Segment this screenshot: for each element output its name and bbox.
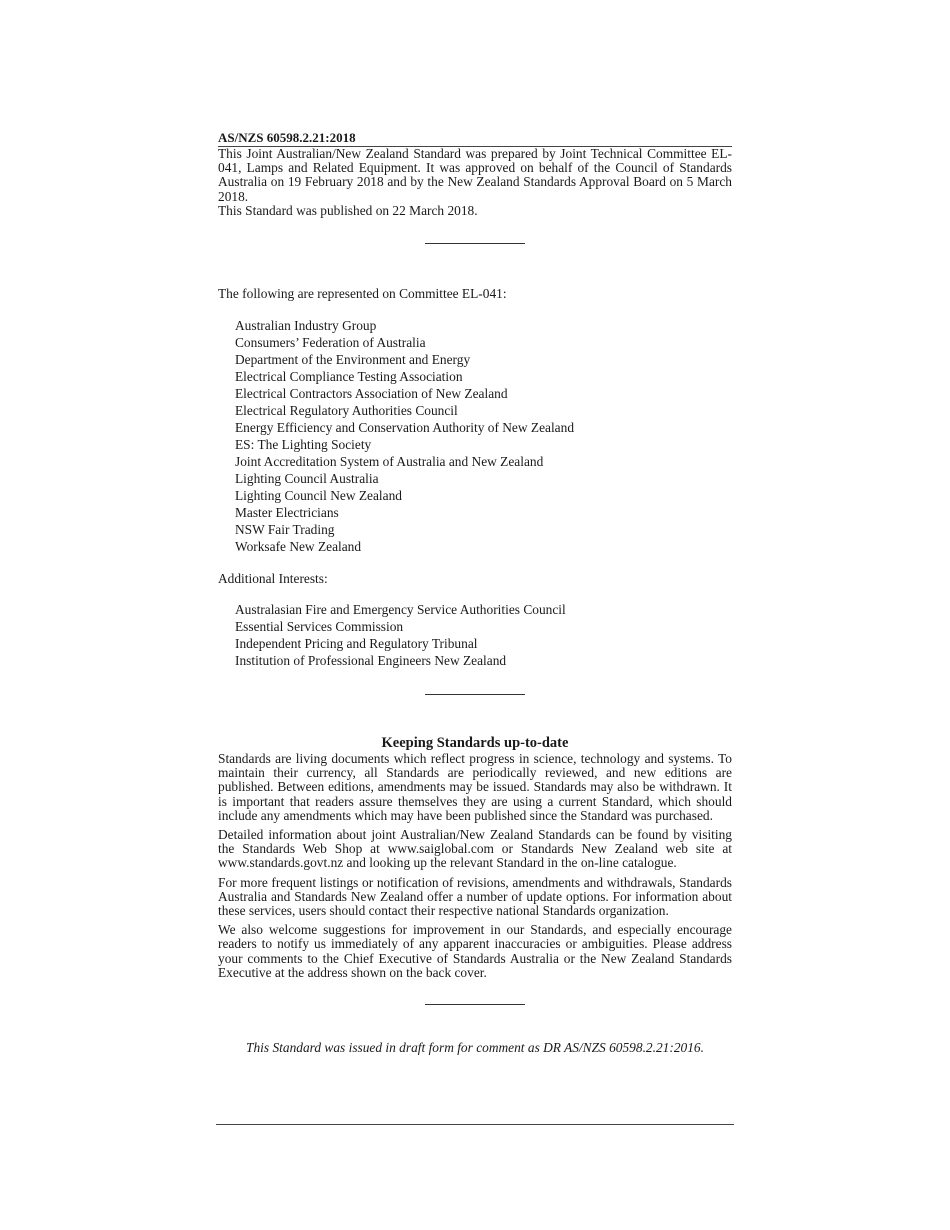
committee-member: Electrical Regulatory Authorities Council xyxy=(235,403,458,419)
keeping-paragraph: Detailed information about joint Australian/New Zealand Standards can be found by visiting the Standards Web Shop at www.saiglobal.com or Standards New Zealand web site at www.standards.govt.nz and looking up the relevant Standard in the on-line catalogue. xyxy=(218,827,732,871)
keeping-standards-heading: Keeping Standards up-to-date xyxy=(381,735,569,752)
committee-member: Department of the Environment and Energy xyxy=(235,352,471,368)
footer-rule xyxy=(216,1124,734,1125)
committee-member: Master Electricians xyxy=(235,505,339,521)
committee-member: NSW Fair Trading xyxy=(235,522,335,538)
committee-member: Lighting Council Australia xyxy=(235,471,379,487)
keeping-paragraph: Standards are living documents which reflect progress in science, technology and systems. To maintain their currency, all Standards are periodically reviewed, and new editions are published. Between editions, amendments may be issued. Standards may also be withdrawn. It is important that readers assure themselves they are using a current Standard, which should include any amendments which may have been published since the Standard was purchased. xyxy=(218,751,732,823)
section-divider xyxy=(425,1004,525,1005)
additional-interests-intro: Additional Interests: xyxy=(218,571,328,587)
committee-member: ES: The Lighting Society xyxy=(235,437,372,453)
approval-paragraph: This Joint Australian/New Zealand Standard was prepared by Joint Technical Committee EL-041, Lamps and Related Equipment. It was approved on behalf of the Council of Standards Australia on 19 February 2018 and by the New Zealand Standards Approval Board on 5 March 2018. xyxy=(218,146,732,204)
committee-member: Consumers’ Federation of Australia xyxy=(235,335,426,351)
committee-member: Electrical Contractors Association of New Zealand xyxy=(235,386,508,402)
committee-member: Australian Industry Group xyxy=(235,318,377,334)
committee-member: Lighting Council New Zealand xyxy=(235,488,402,504)
document-page xyxy=(218,130,732,1056)
committee-member: Electrical Compliance Testing Association xyxy=(235,369,463,385)
additional-interest: Institution of Professional Engineers New Zealand xyxy=(235,653,507,669)
committee-member: Energy Efficiency and Conservation Authority of New Zealand xyxy=(235,420,575,436)
committee-member-list xyxy=(218,317,732,555)
additional-interest: Australasian Fire and Emergency Service Authorities Council xyxy=(235,602,566,618)
additional-interests-list xyxy=(218,601,732,669)
committee-member: Joint Accreditation System of Australia and New Zealand xyxy=(235,454,544,470)
keeping-paragraph: For more frequent listings or notification of revisions, amendments and withdrawals, Standards Australia and Standards New Zealand offer a number of update options. For information about these services, users should contact their respective national Standards organization. xyxy=(218,874,732,919)
committee-intro: The following are represented on Committee EL-041: xyxy=(218,286,507,302)
section-divider xyxy=(425,694,525,695)
section-divider xyxy=(425,243,525,244)
additional-interest: Independent Pricing and Regulatory Tribunal xyxy=(235,636,478,652)
standard-identifier: AS/NZS 60598.2.21:2018 xyxy=(218,130,732,147)
draft-issue-note: This Standard was issued in draft form for comment as DR AS/NZS 60598.2.21:2016. xyxy=(246,1040,704,1056)
committee-member: Worksafe New Zealand xyxy=(235,539,362,555)
keeping-paragraph: We also welcome suggestions for improvement in our Standards, and especially encourage readers to notify us immediately of any apparent inaccuracies or ambiguities. Please address your comments to the Chief Executive of Standards Australia or the New Zealand Standards Executive at the address shown on the back cover. xyxy=(218,922,732,980)
published-date: This Standard was published on 22 March 2018. xyxy=(218,202,478,218)
additional-interest: Essential Services Commission xyxy=(235,619,404,635)
